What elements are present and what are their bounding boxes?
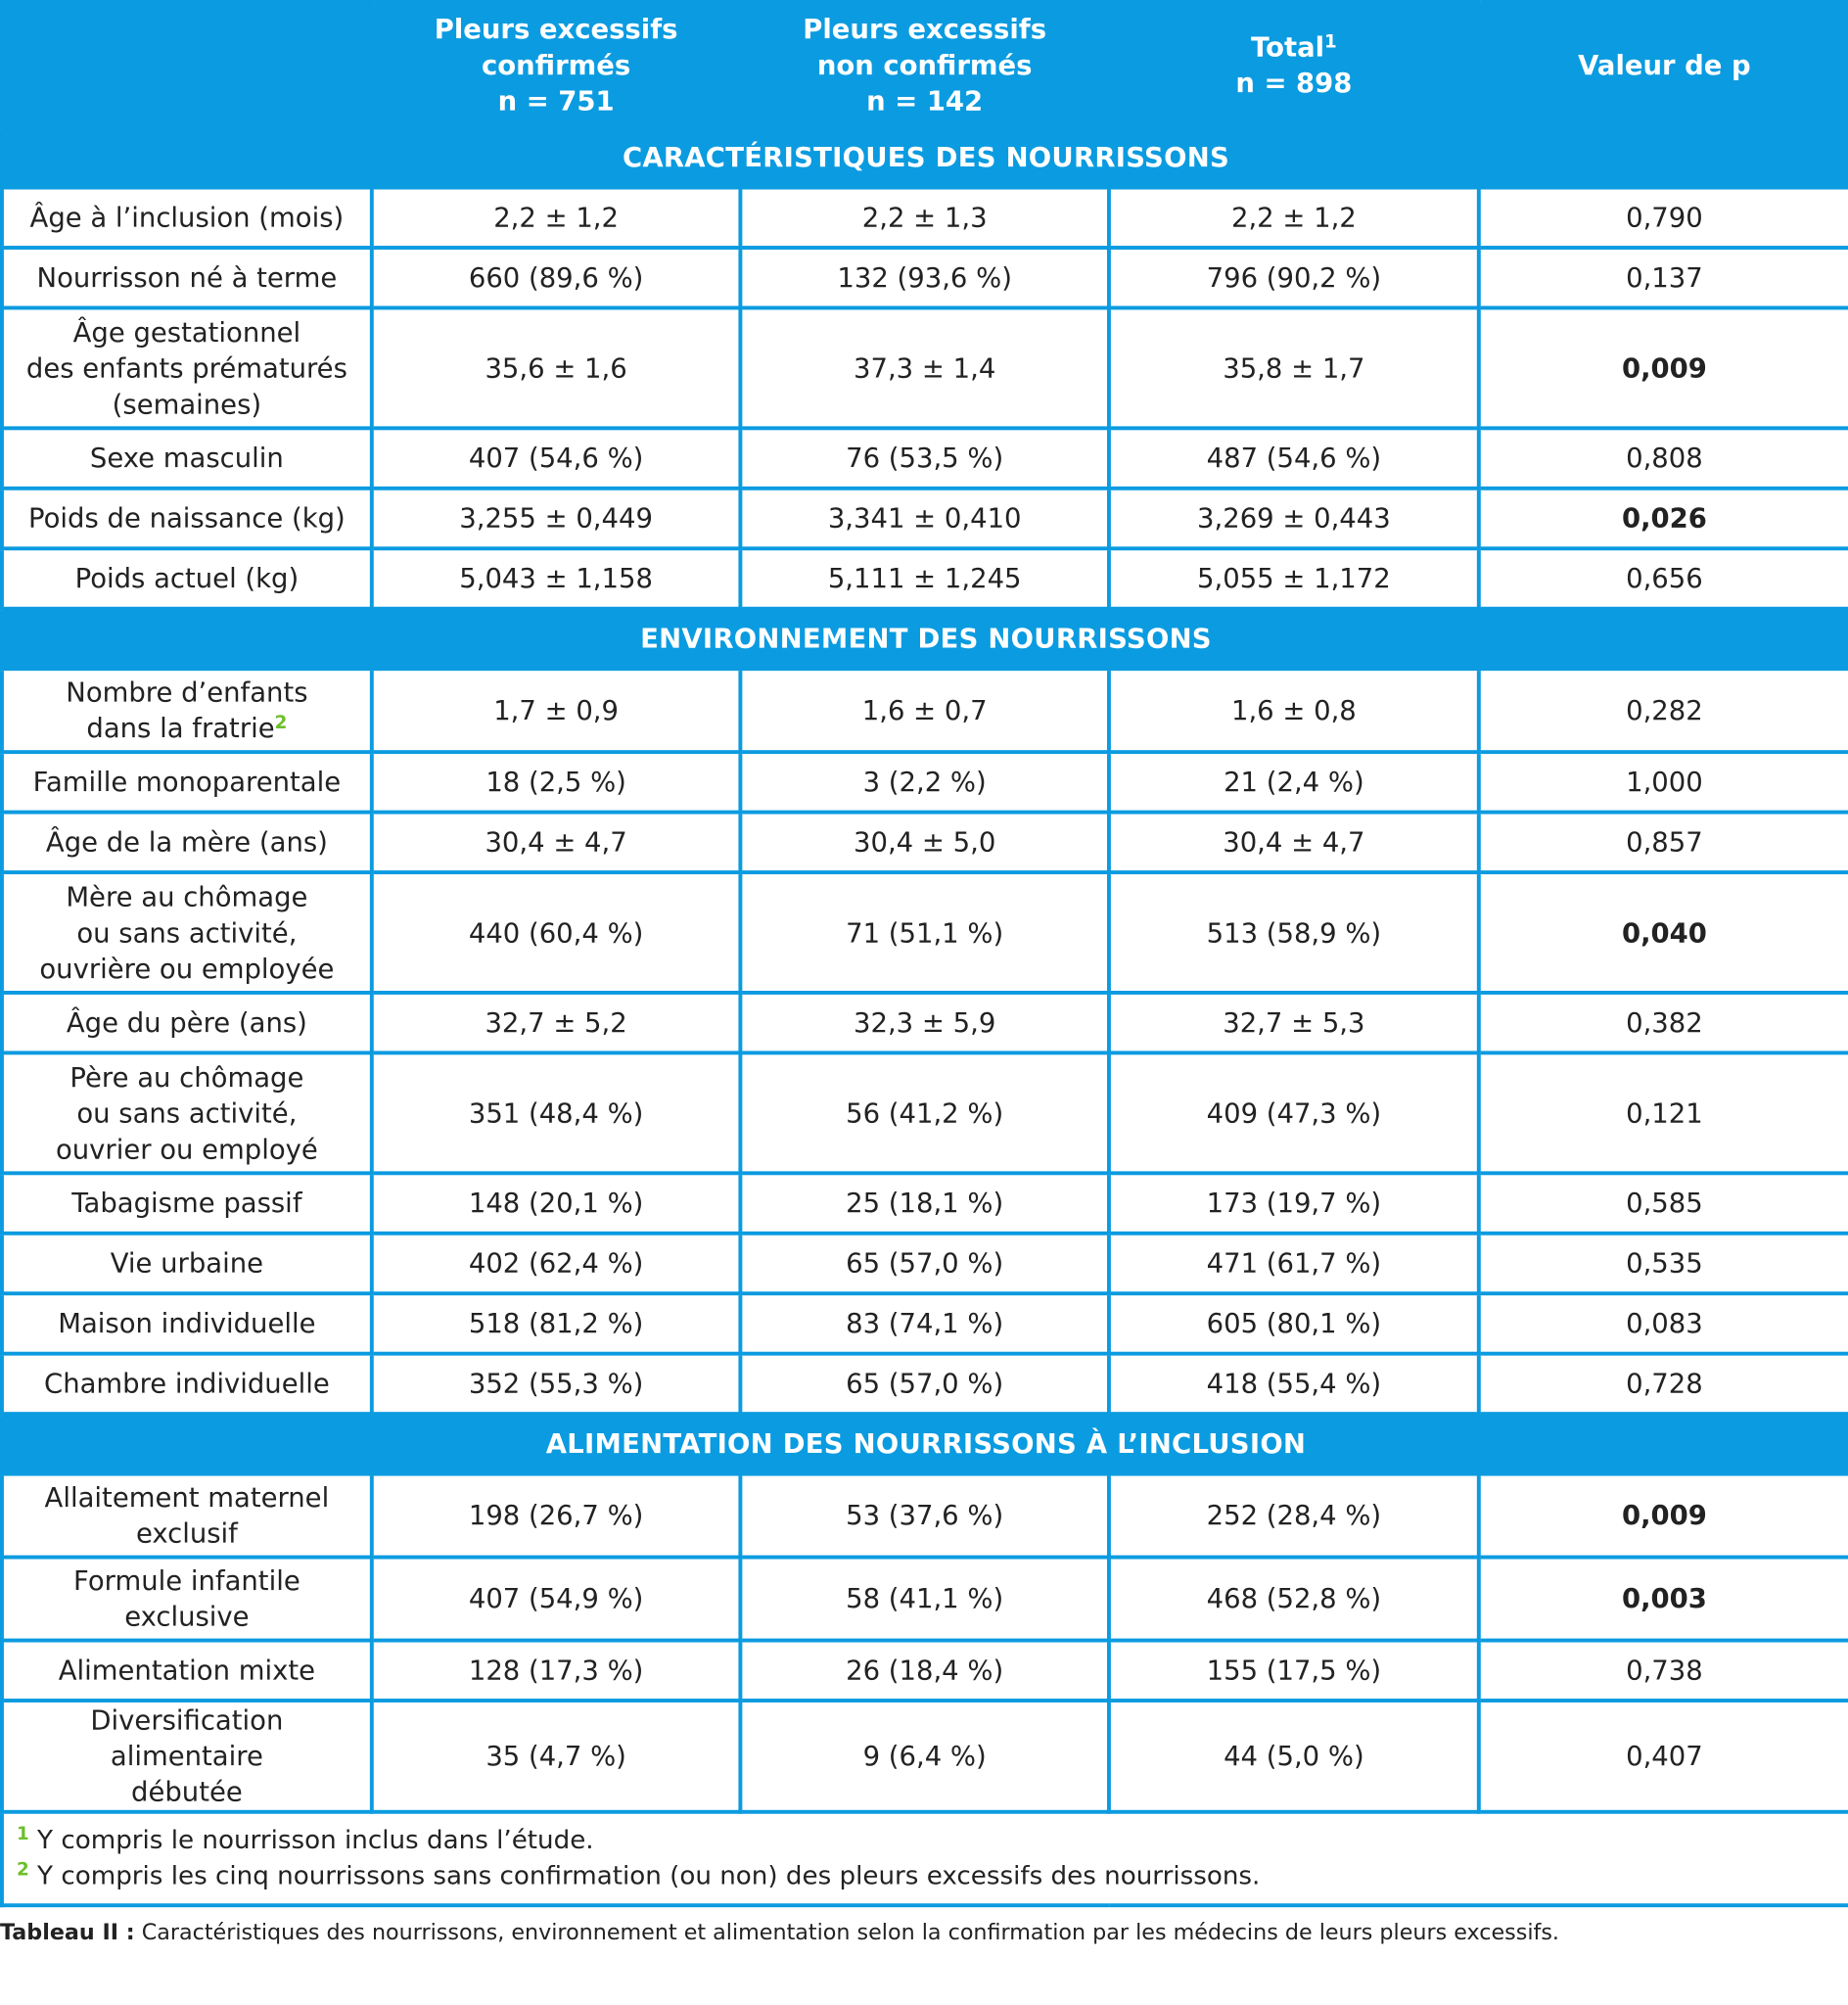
row-label: Vie urbaine <box>2 1234 372 1293</box>
section-header-row <box>2 127 1848 187</box>
value-not-confirmed: 5,111 ± 1,245 <box>740 548 1109 608</box>
p-value: 0,040 <box>1479 872 1848 993</box>
value-total: 487 (54,6 %) <box>1109 428 1479 488</box>
footnote-mark: 1 <box>16 1824 29 1845</box>
footnote-mark: 1 <box>1324 31 1337 52</box>
table-row <box>2 813 1848 872</box>
value-total: 44 (5,0 %) <box>1109 1701 1479 1812</box>
value-total: 173 (19,7 %) <box>1109 1173 1479 1233</box>
footnote-text: Y compris le nourrisson inclus dans l’étude. <box>37 1824 594 1855</box>
value-not-confirmed: 32,3 ± 5,9 <box>740 993 1109 1052</box>
table-row <box>2 872 1848 993</box>
p-value: 0,137 <box>1479 248 1848 307</box>
footnote-mark: 2 <box>274 713 288 734</box>
row-label: Poids actuel (kg) <box>2 548 372 608</box>
row-label: Poids de naissance (kg) <box>2 489 372 548</box>
table-row <box>2 188 1848 248</box>
footnote <box>17 1822 1835 1858</box>
row-label: Formule infantile exclusive <box>2 1558 372 1641</box>
value-not-confirmed: 30,4 ± 5,0 <box>740 813 1109 872</box>
table-row <box>2 1234 1848 1293</box>
p-value: 0,808 <box>1479 428 1848 488</box>
p-value: 0,282 <box>1479 669 1848 752</box>
value-confirmed: 35 (4,7 %) <box>372 1701 741 1812</box>
table-row <box>2 993 1848 1052</box>
row-label: Âge gestationnel des enfants prématurés (semaines) <box>2 307 372 428</box>
row-label: Maison individuelle <box>2 1293 372 1353</box>
table-row <box>2 669 1848 752</box>
value-confirmed: 1,7 ± 0,9 <box>372 669 741 752</box>
value-confirmed: 148 (20,1 %) <box>372 1173 741 1233</box>
section-header-row <box>2 1414 1848 1473</box>
p-value: 0,009 <box>1479 1474 1848 1558</box>
value-total: 796 (90,2 %) <box>1109 248 1479 307</box>
table-header <box>2 2 1848 127</box>
p-value: 0,857 <box>1479 813 1848 872</box>
value-not-confirmed: 3 (2,2 %) <box>740 752 1109 812</box>
table-body <box>2 127 1848 1905</box>
table-row <box>2 548 1848 608</box>
footnote <box>17 1857 1835 1893</box>
table-row <box>2 1293 1848 1353</box>
value-confirmed: 128 (17,3 %) <box>372 1641 741 1701</box>
value-not-confirmed: 76 (53,5 %) <box>740 428 1109 488</box>
value-confirmed: 18 (2,5 %) <box>372 752 741 812</box>
table-row <box>2 248 1848 307</box>
value-total: 21 (2,4 %) <box>1109 752 1479 812</box>
value-not-confirmed: 65 (57,0 %) <box>740 1354 1109 1414</box>
value-confirmed: 518 (81,2 %) <box>372 1293 741 1353</box>
row-label: Alimentation mixte <box>2 1641 372 1701</box>
header-confirmed: Pleurs excessifs confirmés n = 751 <box>372 2 741 127</box>
p-value: 1,000 <box>1479 752 1848 812</box>
section-title: CARACTÉRISTIQUES DES NOURRISSONS <box>2 127 1848 187</box>
row-label: Mère au chômage ou sans activité, ouvrière ou employée <box>2 872 372 993</box>
value-total: 418 (55,4 %) <box>1109 1354 1479 1414</box>
value-total: 3,269 ± 0,443 <box>1109 489 1479 548</box>
value-not-confirmed: 132 (93,6 %) <box>740 248 1109 307</box>
table-row <box>2 752 1848 812</box>
table-row <box>2 1052 1848 1173</box>
value-confirmed: 32,7 ± 5,2 <box>372 993 741 1052</box>
value-total: 30,4 ± 4,7 <box>1109 813 1479 872</box>
value-confirmed: 407 (54,9 %) <box>372 1558 741 1641</box>
section-title: ENVIRONNEMENT DES NOURRISSONS <box>2 609 1848 669</box>
p-value: 0,121 <box>1479 1052 1848 1173</box>
value-confirmed: 2,2 ± 1,2 <box>372 188 741 248</box>
table-row <box>2 307 1848 428</box>
table-caption <box>0 1918 1848 1948</box>
p-value: 0,790 <box>1479 188 1848 248</box>
value-not-confirmed: 65 (57,0 %) <box>740 1234 1109 1293</box>
value-total: 468 (52,8 %) <box>1109 1558 1479 1641</box>
value-confirmed: 30,4 ± 4,7 <box>372 813 741 872</box>
value-confirmed: 352 (55,3 %) <box>372 1354 741 1414</box>
value-not-confirmed: 56 (41,2 %) <box>740 1052 1109 1173</box>
value-not-confirmed: 26 (18,4 %) <box>740 1641 1109 1701</box>
p-value: 0,535 <box>1479 1234 1848 1293</box>
footnote-text: Y compris les cinq nourrissons sans confirmation (ou non) des pleurs excessifs des nourrissons. <box>37 1859 1261 1891</box>
table-row <box>2 428 1848 488</box>
row-label: Âge du père (ans) <box>2 993 372 1052</box>
table-row <box>2 1558 1848 1641</box>
section-header-row <box>2 609 1848 669</box>
value-total: 35,8 ± 1,7 <box>1109 307 1479 428</box>
p-value: 0,585 <box>1479 1173 1848 1233</box>
header-total: Total$^1$ n = 898 <box>1109 2 1479 127</box>
caption-label: Tableau II : <box>0 1920 135 1946</box>
value-total: 32,7 ± 5,3 <box>1109 993 1479 1052</box>
value-confirmed: 660 (89,6 %) <box>372 248 741 307</box>
p-value: 0,728 <box>1479 1354 1848 1414</box>
row-label: Tabagisme passif <box>2 1173 372 1233</box>
p-value: 0,003 <box>1479 1558 1848 1641</box>
value-not-confirmed: 3,341 ± 0,410 <box>740 489 1109 548</box>
table-row <box>2 1701 1848 1812</box>
row-label: Famille monoparentale <box>2 752 372 812</box>
row-label: Diversification alimentaire débutée <box>2 1701 372 1812</box>
row-label: Allaitement maternel exclusif <box>2 1474 372 1558</box>
value-total: 605 (80,1 %) <box>1109 1293 1479 1353</box>
row-label: Chambre individuelle <box>2 1354 372 1414</box>
value-total: 409 (47,3 %) <box>1109 1052 1479 1173</box>
value-not-confirmed: 71 (51,1 %) <box>740 872 1109 993</box>
row-label: Nombre d’enfants dans la fratrie$^2$ <box>2 669 372 752</box>
value-not-confirmed: 83 (74,1 %) <box>740 1293 1109 1353</box>
header-not-confirmed: Pleurs excessifs non confirmés n = 142 <box>740 2 1109 127</box>
section-title: ALIMENTATION DES NOURRISSONS À L’INCLUSION <box>2 1414 1848 1473</box>
value-not-confirmed: 2,2 ± 1,3 <box>740 188 1109 248</box>
header-p-value: Valeur de p <box>1479 2 1848 127</box>
value-total: 155 (17,5 %) <box>1109 1641 1479 1701</box>
table-row <box>2 1641 1848 1701</box>
footnotes <box>2 1812 1848 1905</box>
table-row <box>2 489 1848 548</box>
value-not-confirmed: 1,6 ± 0,7 <box>740 669 1109 752</box>
p-value: 0,407 <box>1479 1701 1848 1812</box>
value-confirmed: 35,6 ± 1,6 <box>372 307 741 428</box>
value-total: 2,2 ± 1,2 <box>1109 188 1479 248</box>
row-label: Père au chômage ou sans activité, ouvrier ou employé <box>2 1052 372 1173</box>
value-not-confirmed: 37,3 ± 1,4 <box>740 307 1109 428</box>
footnote-mark: 2 <box>16 1859 29 1881</box>
value-confirmed: 5,043 ± 1,158 <box>372 548 741 608</box>
value-total: 252 (28,4 %) <box>1109 1474 1479 1558</box>
p-value: 0,026 <box>1479 489 1848 548</box>
p-value: 0,083 <box>1479 1293 1848 1353</box>
value-total: 471 (61,7 %) <box>1109 1234 1479 1293</box>
value-total: 513 (58,9 %) <box>1109 872 1479 993</box>
value-confirmed: 402 (62,4 %) <box>372 1234 741 1293</box>
p-value: 0,382 <box>1479 993 1848 1052</box>
value-not-confirmed: 53 (37,6 %) <box>740 1474 1109 1558</box>
value-total: 1,6 ± 0,8 <box>1109 669 1479 752</box>
row-label: Sexe masculin <box>2 428 372 488</box>
footnotes-row <box>2 1812 1848 1905</box>
p-value: 0,009 <box>1479 307 1848 428</box>
value-confirmed: 198 (26,7 %) <box>372 1474 741 1558</box>
table-row <box>2 1474 1848 1558</box>
value-confirmed: 351 (48,4 %) <box>372 1052 741 1173</box>
caption-text: Caractéristiques des nourrissons, environnement et alimentation selon la confirmation par les médecins de leurs pleurs excessifs. <box>134 1920 1560 1946</box>
row-label: Âge de la mère (ans) <box>2 813 372 872</box>
p-value: 0,656 <box>1479 548 1848 608</box>
value-confirmed: 440 (60,4 %) <box>372 872 741 993</box>
value-not-confirmed: 25 (18,1 %) <box>740 1173 1109 1233</box>
value-not-confirmed: 58 (41,1 %) <box>740 1558 1109 1641</box>
table-row <box>2 1173 1848 1233</box>
p-value: 0,738 <box>1479 1641 1848 1701</box>
row-label: Âge à l’inclusion (mois) <box>2 188 372 248</box>
value-confirmed: 407 (54,6 %) <box>372 428 741 488</box>
value-not-confirmed: 9 (6,4 %) <box>740 1701 1109 1812</box>
table-row <box>2 1354 1848 1414</box>
value-confirmed: 3,255 ± 0,449 <box>372 489 741 548</box>
value-total: 5,055 ± 1,172 <box>1109 548 1479 608</box>
row-label: Nourrisson né à terme <box>2 248 372 307</box>
header-empty-cell <box>2 2 372 127</box>
